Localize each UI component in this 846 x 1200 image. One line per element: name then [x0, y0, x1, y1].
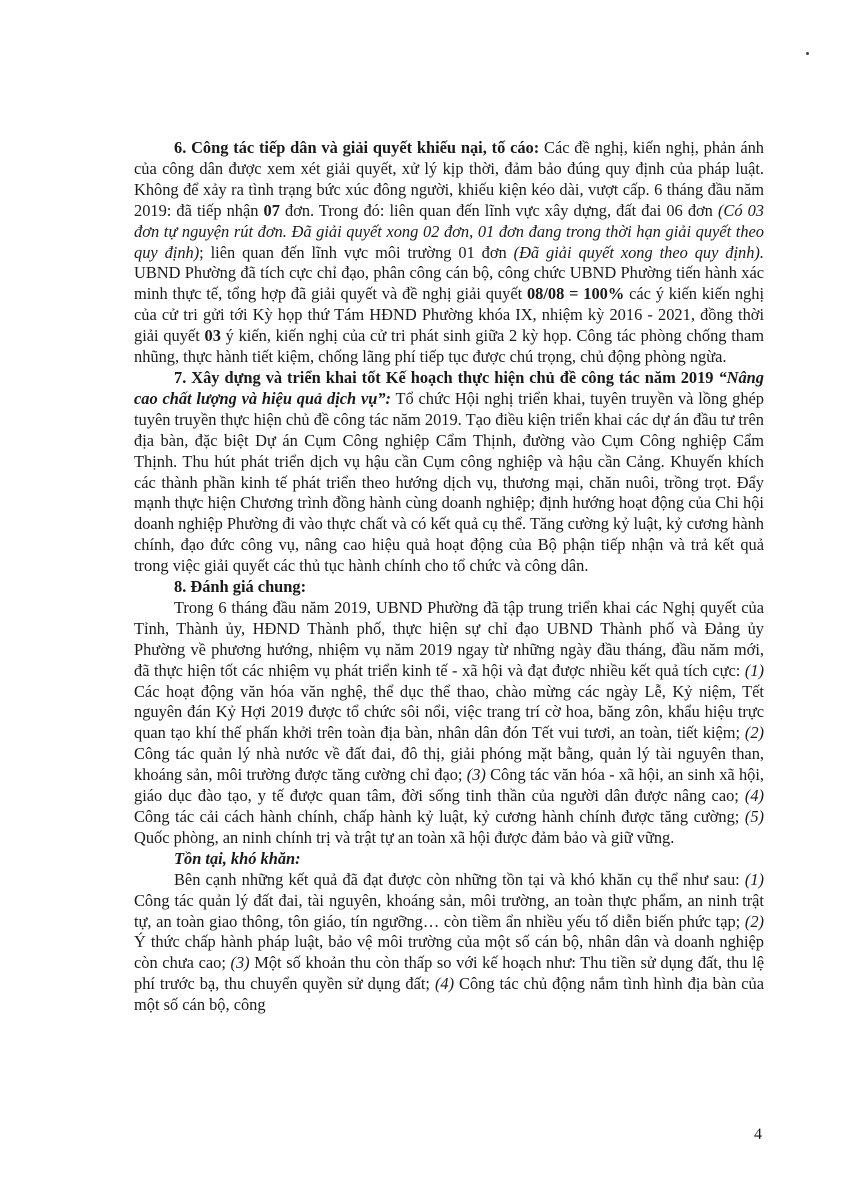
section-8-body: Trong 6 tháng đầu năm 2019, UBND Phường đã tập trung triển khai các Nghị quyết của Tỉnh, Thành ủy, HĐND Thành phố, thực hiện sự chỉ đạo UBND Thành phố và Đảng ủy Phường về phương hướng, nhiệm vụ năm 2019 ngay từ những ngày đầu tháng, đầu năm mới, đã thực hiện tốt các nhiệm vụ phát triển kinh tế - xã hội và đạt được nhiều kết quả tích cực: (1) Các hoạt động văn hóa văn nghệ, thể dục thể thao, chào mừng các ngày Lễ, Kỷ niệm, Tết nguyên đán Kỷ Hợi 2019 được tổ chức sôi nổi, việc trang trí cờ hoa, băng zôn, khẩu hiệu trực quan tạo khí thế phấn khởi trên toàn địa bàn, nhân dân đón Tết vui tươi, an toàn, tiết kiệm; (2) Công tác quản lý nhà nước về đất đai, đô thị, giải phóng mặt bằng, quản lý tài nguyên than, khoáng sản, môi trường được tăng cường chỉ đạo; (3) Công tác văn hóa - xã hội, an sinh xã hội, giáo dục đào tạo, y tế được quan tâm, đời sống tinh thần của người dân được nâng cao; (4) Công tác cải cách hành chính, chấp hành kỷ luật, kỷ cương hành chính được tăng cường; (5) Quốc phòng, an ninh chính trị và trật tự an toàn xã hội được đảm bảo và giữ vững. [134, 597, 764, 847]
scan-speck [806, 52, 809, 55]
tontai-heading: Tồn tại, khó khăn: [174, 848, 301, 868]
tontai-body: Bên cạnh những kết quả đã đạt được còn những tồn tại và khó khăn cụ thể như sau: (1) Công tác quản lý đất đai, tài nguyên, khoáng sản, môi trường, an toàn thực phẩm, an ninh trật tự, an toàn giao thông, tôn giáo, tín ngưỡng… còn tiềm ẩn nhiều yếu tố diễn biến phức tạp; (2) Ý thức chấp hành pháp luật, bảo vệ môi trường của một số cán bộ, nhân dân và doanh nghiệp còn chưa cao; (3) Một số khoản thu còn thấp so với kế hoạch như: Thu tiền sử dụng đất, thu lệ phí trước bạ, thu chuyển quyền sử dụng đất; (4) Công tác chủ động nắm tình hình địa bàn của một số cán bộ, công [134, 869, 765, 1015]
document-body [134, 138, 764, 1016]
section-8-heading-para [134, 577, 764, 598]
page-number: 4 [754, 1126, 762, 1143]
section-8-heading: 8. Đánh giá chung: [174, 577, 307, 597]
section-7: 7. Xây dựng và triển khai tốt Kế hoạch thực hiện chủ đề công tác năm 2019 “Nâng cao chất lượng và hiệu quả dịch vụ”: Tổ chức Hội nghị triển khai, tuyên truyền và lồng ghép tuyên truyền thực hiện chủ đề công tác năm 2019. Tạo điều kiện triển khai các dự án đầu tư trên địa bàn, đặc biệt Dự án Cụm Công nghiệp Cẩm Thịnh, đường vào Cụm Công nghiệp Cẩm Thịnh. Thu hút phát triển dịch vụ hậu cần Cụm công nghiệp và hậu cần Cảng. Khuyến khích các thành phần kinh tế phát triển theo hướng dịch vụ, thương mại, chăn nuôi, trồng trọt. Đẩy mạnh thực hiện Chương trình đồng hành cùng doanh nghiệp; định hướng hoạt động của Chi hội doanh nghiệp Phường đi vào thực chất và có kết quả cụ thể. Tăng cường kỷ luật, kỷ cương hành chính, đạo đức công vụ, nâng cao hiệu quả hoạt động của Bộ phận tiếp nhận và trả kết quả trong việc giải quyết các thủ tục hành chính cho tổ chức và công dân. [134, 367, 764, 576]
tontai-heading-para [134, 849, 764, 870]
section-7-heading: 7. Xây dựng và triển khai tốt Kế hoạch thực hiện chủ đề công tác năm 2019 [174, 367, 719, 387]
section-6: 6. Công tác tiếp dân và giải quyết khiếu nại, tố cáo: Các đề nghị, kiến nghị, phản ánh của công dân được xem xét giải quyết, xử lý kịp thời, đảm bảo đúng quy định của pháp luật. Không để xảy ra tình trạng bức xúc đông người, khiếu kiện kéo dài, vượt cấp. 6 tháng đầu năm 2019: đã tiếp nhận 07 đơn. Trong đó: liên quan đến lĩnh vực xây dựng, đất đai 06 đơn (Có 03 đơn tự nguyện rút đơn. Đã giải quyết xong 02 đơn, 01 đơn đang trong thời hạn giải quyết theo quy định); liên quan đến lĩnh vực môi trường 01 đơn (Đã giải quyết xong theo quy định). UBND Phường đã tích cực chỉ đạo, phân công cán bộ, công chức UBND Phường tiến hành xác minh thực tế, tổng hợp đã giải quyết và đề nghị giải quyết 08/08 = 100% các ý kiến kiến nghị của cử tri gửi tới Kỳ họp thứ Tám HĐND Phường khóa IX, nhiệm kỳ 2016 - 2021, đồng thời giải quyết 03 ý kiến, kiến nghị của cử tri phát sinh giữa 2 kỳ họp. Công tác phòng chống tham nhũng, thực hành tiết kiệm, chống lãng phí tiếp tục được chú trọng, chủ động phòng ngừa. [134, 138, 765, 367]
section-7-theme: “Nâng cao chất lượng và hiệu quả dịch vụ”: [134, 367, 764, 408]
section-6-heading: 6. Công tác tiếp dân và giải quyết khiếu nại, tố cáo: [174, 138, 540, 157]
